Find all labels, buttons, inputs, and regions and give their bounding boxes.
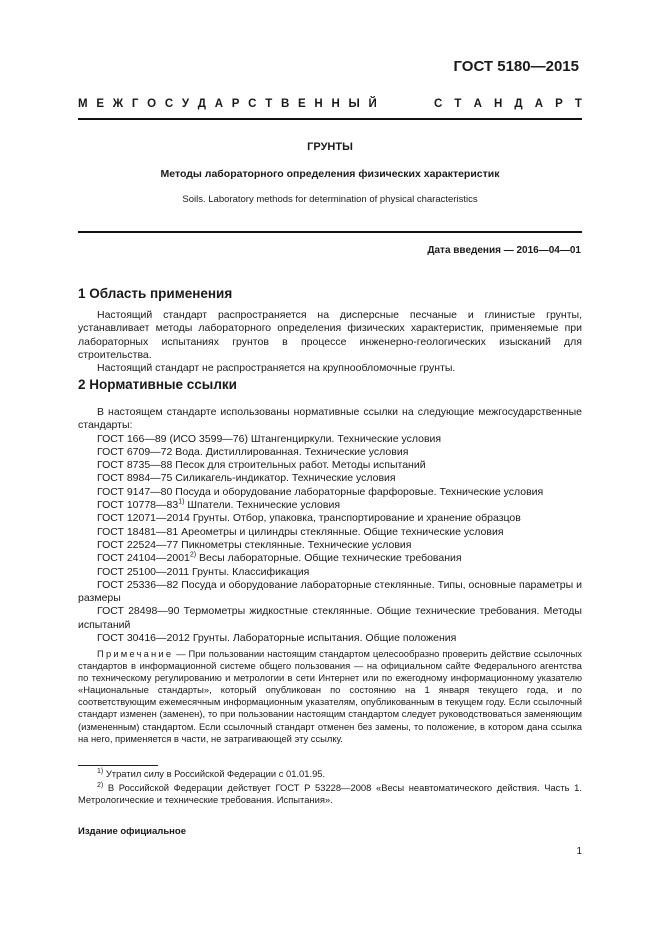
- footnotes: [78, 768, 582, 808]
- reference-item: [78, 632, 582, 645]
- reference-item: [78, 605, 582, 632]
- heading-letter: В: [280, 98, 290, 110]
- heading-letter: Е: [298, 98, 306, 110]
- reference-title: Штангенциркули. Технические условия: [250, 432, 442, 445]
- reference-item: [78, 433, 582, 446]
- interstate-word: [78, 98, 377, 110]
- reference-item: [78, 446, 582, 459]
- footnote-mark: 2): [189, 551, 197, 559]
- heading-letter: Т: [574, 98, 582, 110]
- heading-letter: С: [164, 98, 174, 110]
- section-references-body: [78, 406, 582, 645]
- heading-letter: Н: [314, 98, 323, 110]
- introduction-date: Дата введения — 2016—04—01: [427, 245, 581, 256]
- footnote-mark: 2): [97, 781, 104, 789]
- official-edition-label: Издание официальное: [78, 826, 186, 837]
- heading-letter: С: [248, 98, 257, 110]
- reference-item: [78, 566, 582, 579]
- reference-item: [78, 472, 582, 485]
- reference-item: [78, 579, 582, 606]
- reference-title: Посуда и оборудование лабораторные фарфоровые. Технические условия: [175, 485, 544, 498]
- reference-item: [78, 552, 582, 565]
- reference-code: ГОСТ 166—89 (ИСО 3599—76): [97, 432, 248, 445]
- section-scope-body: [78, 309, 582, 375]
- reference-item: [78, 539, 582, 552]
- footnote-text: Утратил силу в Российской Федерации с 01.01.95.: [103, 768, 326, 779]
- title-bottom-rule: [78, 231, 582, 233]
- heading-letter: С: [434, 98, 443, 110]
- footnote-mark: 1): [97, 767, 104, 775]
- reference-code: ГОСТ 9147—80: [97, 485, 173, 498]
- document-subtitle: Методы лабораторного определения физических характеристик: [160, 168, 500, 180]
- footnote-text: В Российской Федерации действует ГОСТ Р 53228—2008 «Весы неавтоматического действия. Часть 1. Метрологические и технические требования. Испытания».: [78, 782, 582, 806]
- reference-title: Посуда и оборудование лабораторные стеклянные. Типы, основные параметры и размеры: [78, 578, 582, 605]
- document-title-english: Soils. Laboratory methods for determination of physical characteristics: [182, 194, 478, 205]
- reference-code: ГОСТ 28498—90: [97, 605, 180, 618]
- reference-title: Пикнометры стеклянные. Технические условия: [181, 538, 412, 551]
- footnote-mark: 1): [178, 498, 185, 506]
- heading-letter: А: [214, 98, 224, 110]
- heading-letter: А: [534, 98, 544, 110]
- heading-letter: М: [78, 98, 88, 110]
- note-label: Примечание: [97, 648, 174, 659]
- reference-title: Весы лабораторные. Общие технические требования: [199, 552, 462, 565]
- heading-letter: Т: [265, 98, 273, 110]
- reference-code: ГОСТ 18481—81: [97, 525, 179, 538]
- reference-code: ГОСТ 25336—82: [97, 578, 179, 591]
- heading-letter: Ж: [112, 98, 124, 110]
- heading-letter: А: [473, 98, 482, 110]
- page-number: 1: [576, 846, 582, 857]
- paragraph: В настоящем стандарте использованы нормативные ссылки на следующие межгосударственные стандарты:: [78, 406, 582, 432]
- heading-letter: Р: [231, 98, 240, 110]
- reference-title: Грунты. Лабораторные испытания. Общие положения: [192, 632, 457, 645]
- reference-item: [78, 486, 582, 499]
- gost-number: ГОСТ 5180—2015: [453, 58, 579, 75]
- reference-item: [78, 526, 582, 539]
- reference-code: ГОСТ 8735—88: [97, 459, 173, 472]
- reference-title: Шпатели. Технические условия: [187, 499, 341, 512]
- footnote: [78, 768, 582, 780]
- reference-title: Вода. Дистиллированная. Технические условия: [175, 445, 409, 458]
- reference-code: ГОСТ 12071—2014: [97, 512, 190, 525]
- heading-letter: Н: [331, 98, 340, 110]
- section-heading-scope: 1 Область применения: [78, 286, 233, 301]
- note: [78, 648, 582, 745]
- reference-code: ГОСТ 8984—75: [97, 472, 173, 485]
- reference-code: ГОСТ 30416—2012: [97, 632, 190, 645]
- reference-title: Ареометры и цилиндры стеклянные. Общие технические условия: [181, 525, 504, 538]
- section-heading-normative-references: 2 Нормативные ссылки: [78, 377, 237, 392]
- reference-title: Грунты. Классификация: [192, 565, 310, 578]
- note-text: — При пользовании настоящим стандартом целесообразно проверить действие ссылочных стандартов в информационной системе общего пользования — на официальном сайте Федерального агентства по техническому регулированию и метрологии в сети Интернет или по ежегодному информационному указателю «Национальные стандарты», который опубликован по состоянию на 1 января текущего года, и по соответствующим ежемесячным информационным указателям, опубликованным в текущем году. Если ссылочный стандарт изменен (заменен), то при пользовании настоящим стандартом следует руководствоваться заменяющим (измененным) стандартом. Если ссылочный стандарт отменен без замены, то положение, в котором дана ссылка на него, применяется в части, не затрагивающей эту ссылку.: [78, 648, 582, 744]
- reference-code: ГОСТ 22524—77: [97, 538, 179, 551]
- reference-list: [78, 433, 582, 646]
- reference-title: Термометры жидкостные стеклянные. Общие технические требования. Методы испытаний: [78, 605, 582, 631]
- heading-letter: Р: [555, 98, 563, 110]
- reference-title: Грунты. Отбор, упаковка, транспортирование и хранение образцов: [192, 512, 521, 525]
- heading-letter: У: [181, 98, 190, 110]
- reference-code: ГОСТ 6709—72: [97, 445, 173, 458]
- document-title: ГРУНТЫ: [307, 141, 353, 153]
- reference-code: ГОСТ 10778—83: [97, 499, 179, 512]
- footnote: [78, 782, 582, 806]
- paragraph: Настоящий стандарт распространяется на дисперсные песчаные и глинистые грунты, устанавливает методы лабораторного определения физических характеристик, применяемые при лабораторных испытаниях грунтов в процессе инженерно-геологических изысканий для строительства.: [78, 309, 582, 361]
- heading-letter: Е: [96, 98, 104, 110]
- reference-title: Песок для строительных работ. Методы испытаний: [175, 459, 426, 472]
- heading-letter: Г: [131, 98, 139, 110]
- heading-letter: Й: [368, 98, 377, 110]
- heading-letter: О: [147, 98, 157, 110]
- paragraph: Настоящий стандарт не распространяется на крупнообломочные грунты.: [97, 362, 456, 375]
- top-rule: [78, 118, 582, 120]
- reference-item: [78, 459, 582, 472]
- heading-letter: Т: [454, 98, 462, 110]
- heading-letter: Ы: [348, 98, 360, 110]
- heading-letter: Н: [493, 98, 503, 110]
- standard-word: [434, 98, 582, 110]
- reference-code: ГОСТ 25100—2011: [97, 565, 190, 578]
- heading-letter: Д: [197, 98, 206, 110]
- reference-item: [78, 499, 582, 512]
- reference-item: [78, 512, 582, 525]
- reference-code: ГОСТ 24104—2001: [97, 552, 190, 565]
- footnote-separator: [78, 765, 158, 766]
- heading-letter: Д: [514, 98, 523, 110]
- reference-title: Силикагель-индикатор. Технические условия: [175, 472, 396, 485]
- interstate-standard-heading: [78, 98, 582, 110]
